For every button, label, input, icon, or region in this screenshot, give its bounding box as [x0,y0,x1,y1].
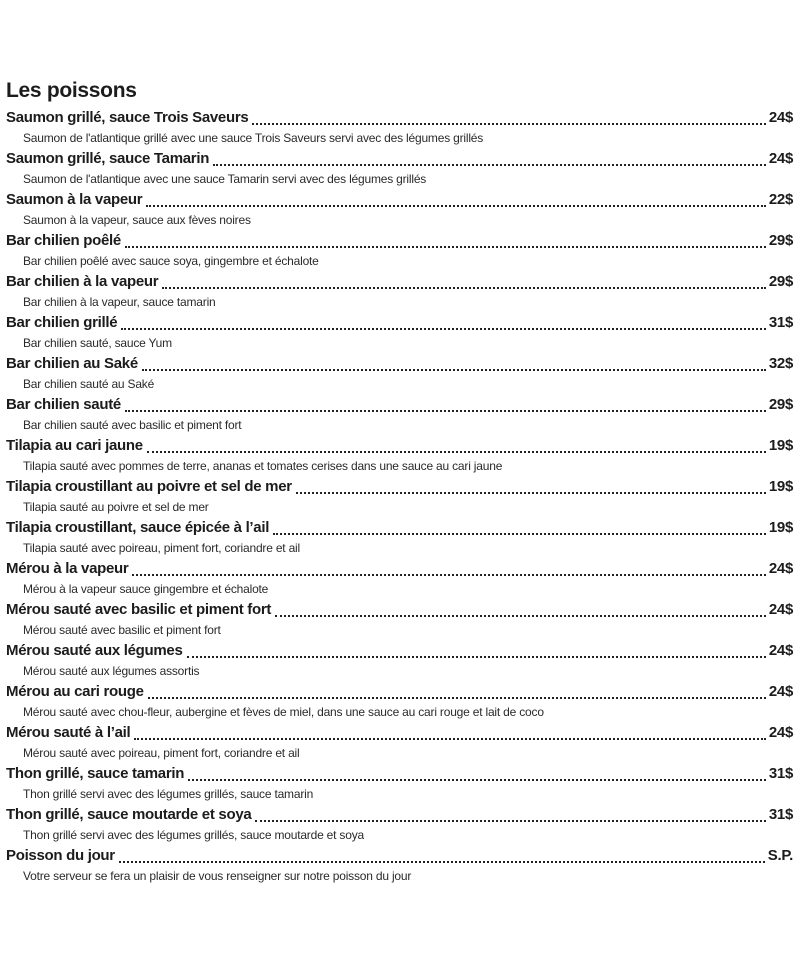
menu-item-row [6,313,793,333]
menu-item-row [6,272,793,292]
menu-item-price: 29$ [768,232,793,249]
menu-item-title: Thon grillé, sauce moutarde et soya [6,806,252,823]
menu-item-description: Votre serveur se fera un plaisir de vous renseigner sur notre poisson du jour [23,869,412,883]
menu-item-description: Mérou sauté aux légumes assortis [23,664,200,678]
menu-item-price: 31$ [768,314,793,331]
menu-item-row [6,518,793,538]
menu-item [6,354,793,395]
menu-item-title: Bar chilien sauté [6,396,121,413]
dotted-leader [187,656,766,658]
menu-item-description: Tilapia sauté au poivre et sel de mer [23,500,209,514]
menu-item-title: Tilapia croustillant au poivre et sel de mer [6,478,292,495]
menu-item-price: 24$ [768,683,793,700]
menu-item [6,559,793,600]
menu-item [6,600,793,641]
menu-item-price: 31$ [768,765,793,782]
menu-item-row [6,682,793,702]
menu-item [6,272,793,313]
menu-item-description: Thon grillé servi avec des légumes grillés, sauce tamarin [23,787,314,801]
menu-item-price: 29$ [768,273,793,290]
menu-item-price: 29$ [768,396,793,413]
menu-item-title: Tilapia au cari jaune [6,437,143,454]
menu-item-row [6,395,793,415]
menu-item-description: Bar chilien sauté, sauce Yum [23,336,172,350]
menu-item-title: Bar chilien au Saké [6,355,138,372]
dotted-leader [275,615,766,617]
menu-item-price: 24$ [768,724,793,741]
menu-item [6,108,793,149]
menu-item [6,723,793,764]
menu-item-price: 19$ [768,437,793,454]
menu-item-price: 32$ [768,355,793,372]
menu-item-price: 22$ [768,191,793,208]
menu-item-title: Mérou au cari rouge [6,683,144,700]
menu-item-description: Tilapia sauté avec pommes de terre, ananas et tomates cerises dans une sauce au cari jaune [23,459,503,473]
dotted-leader [146,205,766,207]
menu-item [6,477,793,518]
menu-item-row [6,723,793,743]
menu-item-price: 24$ [768,109,793,126]
menu-item [6,231,793,272]
menu-item [6,313,793,354]
menu-item [6,395,793,436]
menu-item-row [6,108,793,128]
menu-item-price: 24$ [768,601,793,618]
menu-item-row [6,436,793,456]
menu-item [6,682,793,723]
menu-item-description: Mérou sauté avec poireau, piment fort, coriandre et ail [23,746,300,760]
dotted-leader [142,369,766,371]
menu-section-heading: Les poissons [6,79,137,102]
menu-item-row [6,231,793,251]
dotted-leader [147,451,766,453]
dotted-leader [132,574,765,576]
menu-item [6,518,793,559]
dotted-leader [121,328,766,330]
menu-item-description: Bar chilien sauté au Saké [23,377,155,391]
menu-item-title: Thon grillé, sauce tamarin [6,765,185,782]
dotted-leader [252,123,765,125]
menu-items [6,108,793,887]
menu-item [6,764,793,805]
dotted-leader [255,820,765,822]
menu-item-price: S.P. [767,847,793,864]
menu-item-price: 19$ [768,519,793,536]
menu-item-row [6,354,793,374]
dotted-leader [162,287,766,289]
menu-item [6,190,793,231]
menu-item-title: Saumon grillé, sauce Trois Saveurs [6,109,249,126]
menu-item-description: Saumon à la vapeur, sauce aux fèves noires [23,213,251,227]
menu-item-title: Mérou sauté aux légumes [6,642,183,659]
menu-item-row [6,805,793,825]
menu-item-title: Saumon à la vapeur [6,191,143,208]
menu-item-row [6,190,793,210]
menu-item-description: Bar chilien sauté avec basilic et piment fort [23,418,242,432]
menu-item-row [6,764,793,784]
menu-item-description: Bar chilien poêlé avec sauce soya, gingembre et échalote [23,254,319,268]
menu-item-description: Saumon de l'atlantique grillé avec une sauce Trois Saveurs servi avec des légumes grillés [23,131,484,145]
menu-item-description: Mérou sauté avec chou-fleur, aubergine et fèves de miel, dans une sauce au cari rouge et lait de coco [23,705,544,719]
dotted-leader [125,246,766,248]
menu-item-row [6,477,793,497]
menu-item-price: 31$ [768,806,793,823]
dotted-leader [273,533,766,535]
menu-item-title: Mérou sauté à l’ail [6,724,131,741]
menu-item-row [6,846,793,866]
menu-item-title: Bar chilien grillé [6,314,118,331]
menu-item [6,149,793,190]
menu-item-title: Mérou sauté avec basilic et piment fort [6,601,272,618]
menu-item-row [6,149,793,169]
dotted-leader [119,861,765,863]
dotted-leader [148,697,766,699]
dotted-leader [134,738,766,740]
menu-item-description: Thon grillé servi avec des légumes grillés, sauce moutarde et soya [23,828,364,842]
menu-item-row [6,600,793,620]
menu-item-description: Tilapia sauté avec poireau, piment fort, coriandre et ail [23,541,300,555]
menu-item-price: 19$ [768,478,793,495]
menu-item-description: Bar chilien à la vapeur, sauce tamarin [23,295,216,309]
menu-item-title: Bar chilien poêlé [6,232,121,249]
menu-item-price: 24$ [768,150,793,167]
menu-item-description: Mérou sauté avec basilic et piment fort [23,623,221,637]
dotted-leader [213,164,766,166]
menu-item-description: Saumon de l'atlantique avec une sauce Tamarin servi avec des légumes grillés [23,172,427,186]
menu-item-description: Mérou à la vapeur sauce gingembre et échalote [23,582,269,596]
dotted-leader [125,410,766,412]
menu-item [6,846,793,887]
menu-item-title: Tilapia croustillant, sauce épicée à l’ail [6,519,270,536]
menu-item-price: 24$ [768,642,793,659]
dotted-leader [296,492,766,494]
menu-item [6,641,793,682]
menu-item-title: Bar chilien à la vapeur [6,273,159,290]
menu-item-row [6,641,793,661]
menu-item-price: 24$ [768,560,793,577]
menu-item-title: Mérou à la vapeur [6,560,129,577]
dotted-leader [188,779,766,781]
menu-item [6,436,793,477]
menu-item-title: Poisson du jour [6,847,115,864]
menu-item-title: Saumon grillé, sauce Tamarin [6,150,210,167]
menu-item-row [6,559,793,579]
menu-item [6,805,793,846]
